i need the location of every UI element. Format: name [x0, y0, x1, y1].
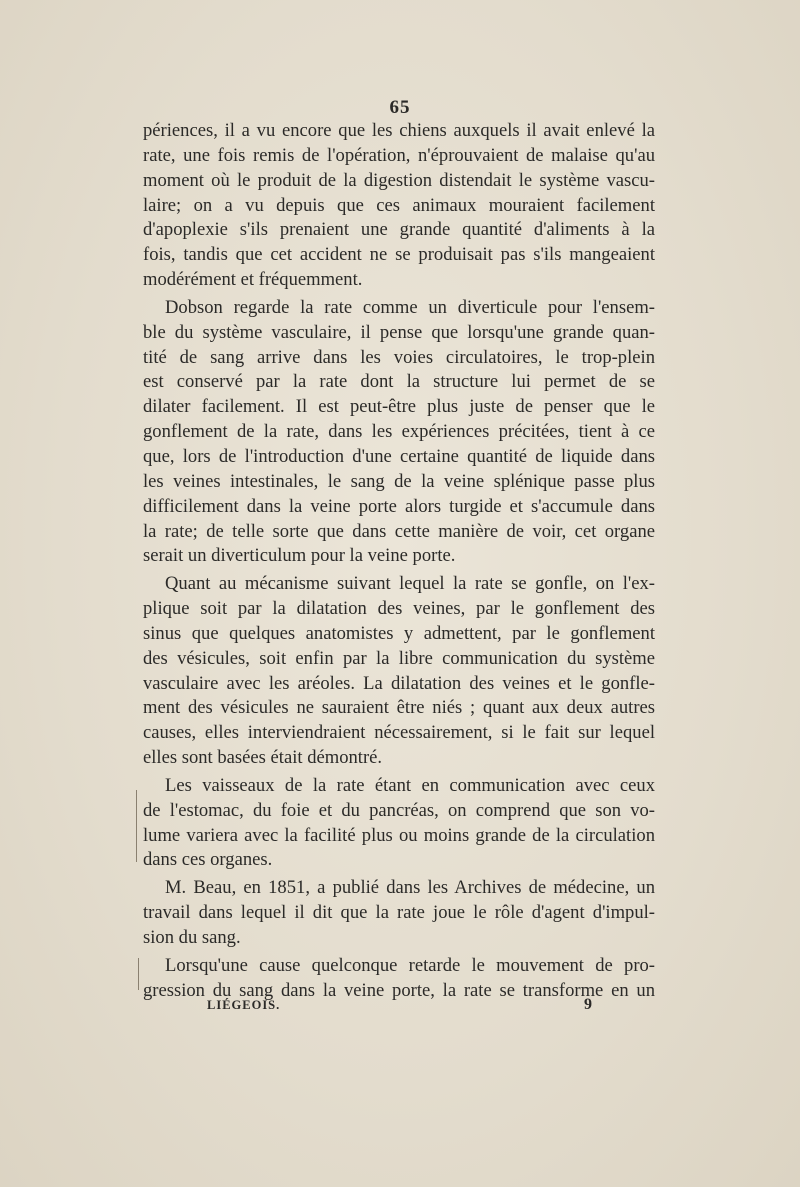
text-line: gonflement de la rate, dans les expériences précitées, tient à ce [143, 421, 655, 443]
margin-pencil-mark [136, 790, 137, 862]
text-line: sinus que quelques anatomistes y admettent, par le gonflement [143, 622, 655, 644]
text-line: plique soit par la dilatation des veines, par le gonflement des [143, 598, 655, 620]
paragraph [143, 119, 655, 293]
text-line: fois, tandis que cet accident ne se produisait pas s'ils mangeaient [143, 244, 655, 266]
text-line: vasculaire avec les aréoles. La dilatation des veines et le gonfle- [143, 672, 655, 694]
footer-author: LIÉGEOIS. [207, 998, 281, 1012]
text-line: sion du sang. [143, 927, 241, 948]
text-line: des vésicules, soit enfin par la libre communication du système [143, 647, 655, 669]
text-line: dans ces organes. [143, 849, 273, 871]
text-line: causes, elles interviendraient nécessairement, si le fait sur lequel [143, 722, 655, 744]
page-footer [0, 998, 800, 1022]
text-line: périences, il a vu encore que les chiens auxquels il avait enlevé la [143, 120, 655, 141]
paragraph [143, 774, 655, 873]
text-line: difficilement dans la veine porte alors turgide et s'accumule dans [143, 495, 655, 517]
text-line: M. Beau, en 1851, a publié dans les Archives de médecine, un [165, 877, 655, 899]
text-line: rate, une fois remis de l'opération, n'éprouvaient de malaise qu'au [143, 144, 655, 166]
body-text [143, 119, 655, 1004]
footer-signature-number: 9 [584, 996, 592, 1013]
text-line: de l'estomac, du foie et du pancréas, on comprend que son vo- [143, 799, 655, 821]
text-line: est conservé par la rate dont la structure lui permet de se [143, 371, 655, 393]
paragraph [143, 954, 655, 1004]
text-line: Dobson regarde la rate comme un diverticule pour l'ensem- [165, 296, 655, 318]
margin-pencil-mark [138, 958, 139, 990]
text-line: elles sont basées était démontré. [143, 747, 383, 769]
text-line: tité de sang arrive dans les voies circulatoires, le trop-plein [143, 346, 655, 368]
text-line: gression du sang dans la veine porte, la rate se transforme en un [143, 979, 655, 1001]
text-line: serait un diverticulum pour la veine porte. [143, 545, 456, 567]
text-line: que, lors de l'introduction d'une certaine quantité de liquide dans [143, 445, 655, 467]
text-line: lume variera avec la facilité plus ou moins grande de la circulation [143, 824, 655, 846]
text-line: ment des vésicules ne sauraient être niés ; quant aux deux autres [143, 697, 655, 719]
text-line: modérément et fréquemment. [143, 269, 363, 291]
text-line: travail dans lequel il dit que la rate joue le rôle d'agent d'impul- [143, 902, 655, 924]
text-line: les veines intestinales, le sang de la veine splénique passe plus [143, 470, 655, 492]
text-line: dilater facilement. Il est peut-être plus juste de penser que le [143, 396, 655, 418]
page-number: 65 [389, 97, 411, 118]
text-line: laire; on a vu depuis que ces animaux mouraient facilement [143, 194, 655, 216]
paragraph [143, 572, 655, 771]
paragraph [143, 296, 655, 569]
text-line: d'apoplexie s'ils prenaient une grande quantité d'aliments à la [143, 219, 655, 241]
paragraph [143, 876, 655, 951]
text-line: Les vaisseaux de la rate étant en communication avec ceux [165, 774, 655, 796]
text-line: moment où le produit de la digestion distendait le système vascu- [143, 169, 655, 191]
text-line: la rate; de telle sorte que dans cette manière de voir, cet organe [143, 520, 655, 542]
text-line: ble du système vasculaire, il pense que lorsqu'une grande quan- [143, 321, 655, 343]
text-line: Lorsqu'une cause quelconque retarde le mouvement de pro- [165, 954, 655, 976]
text-line: Quant au mécanisme suivant lequel la rate se gonfle, on l'ex- [165, 573, 655, 595]
